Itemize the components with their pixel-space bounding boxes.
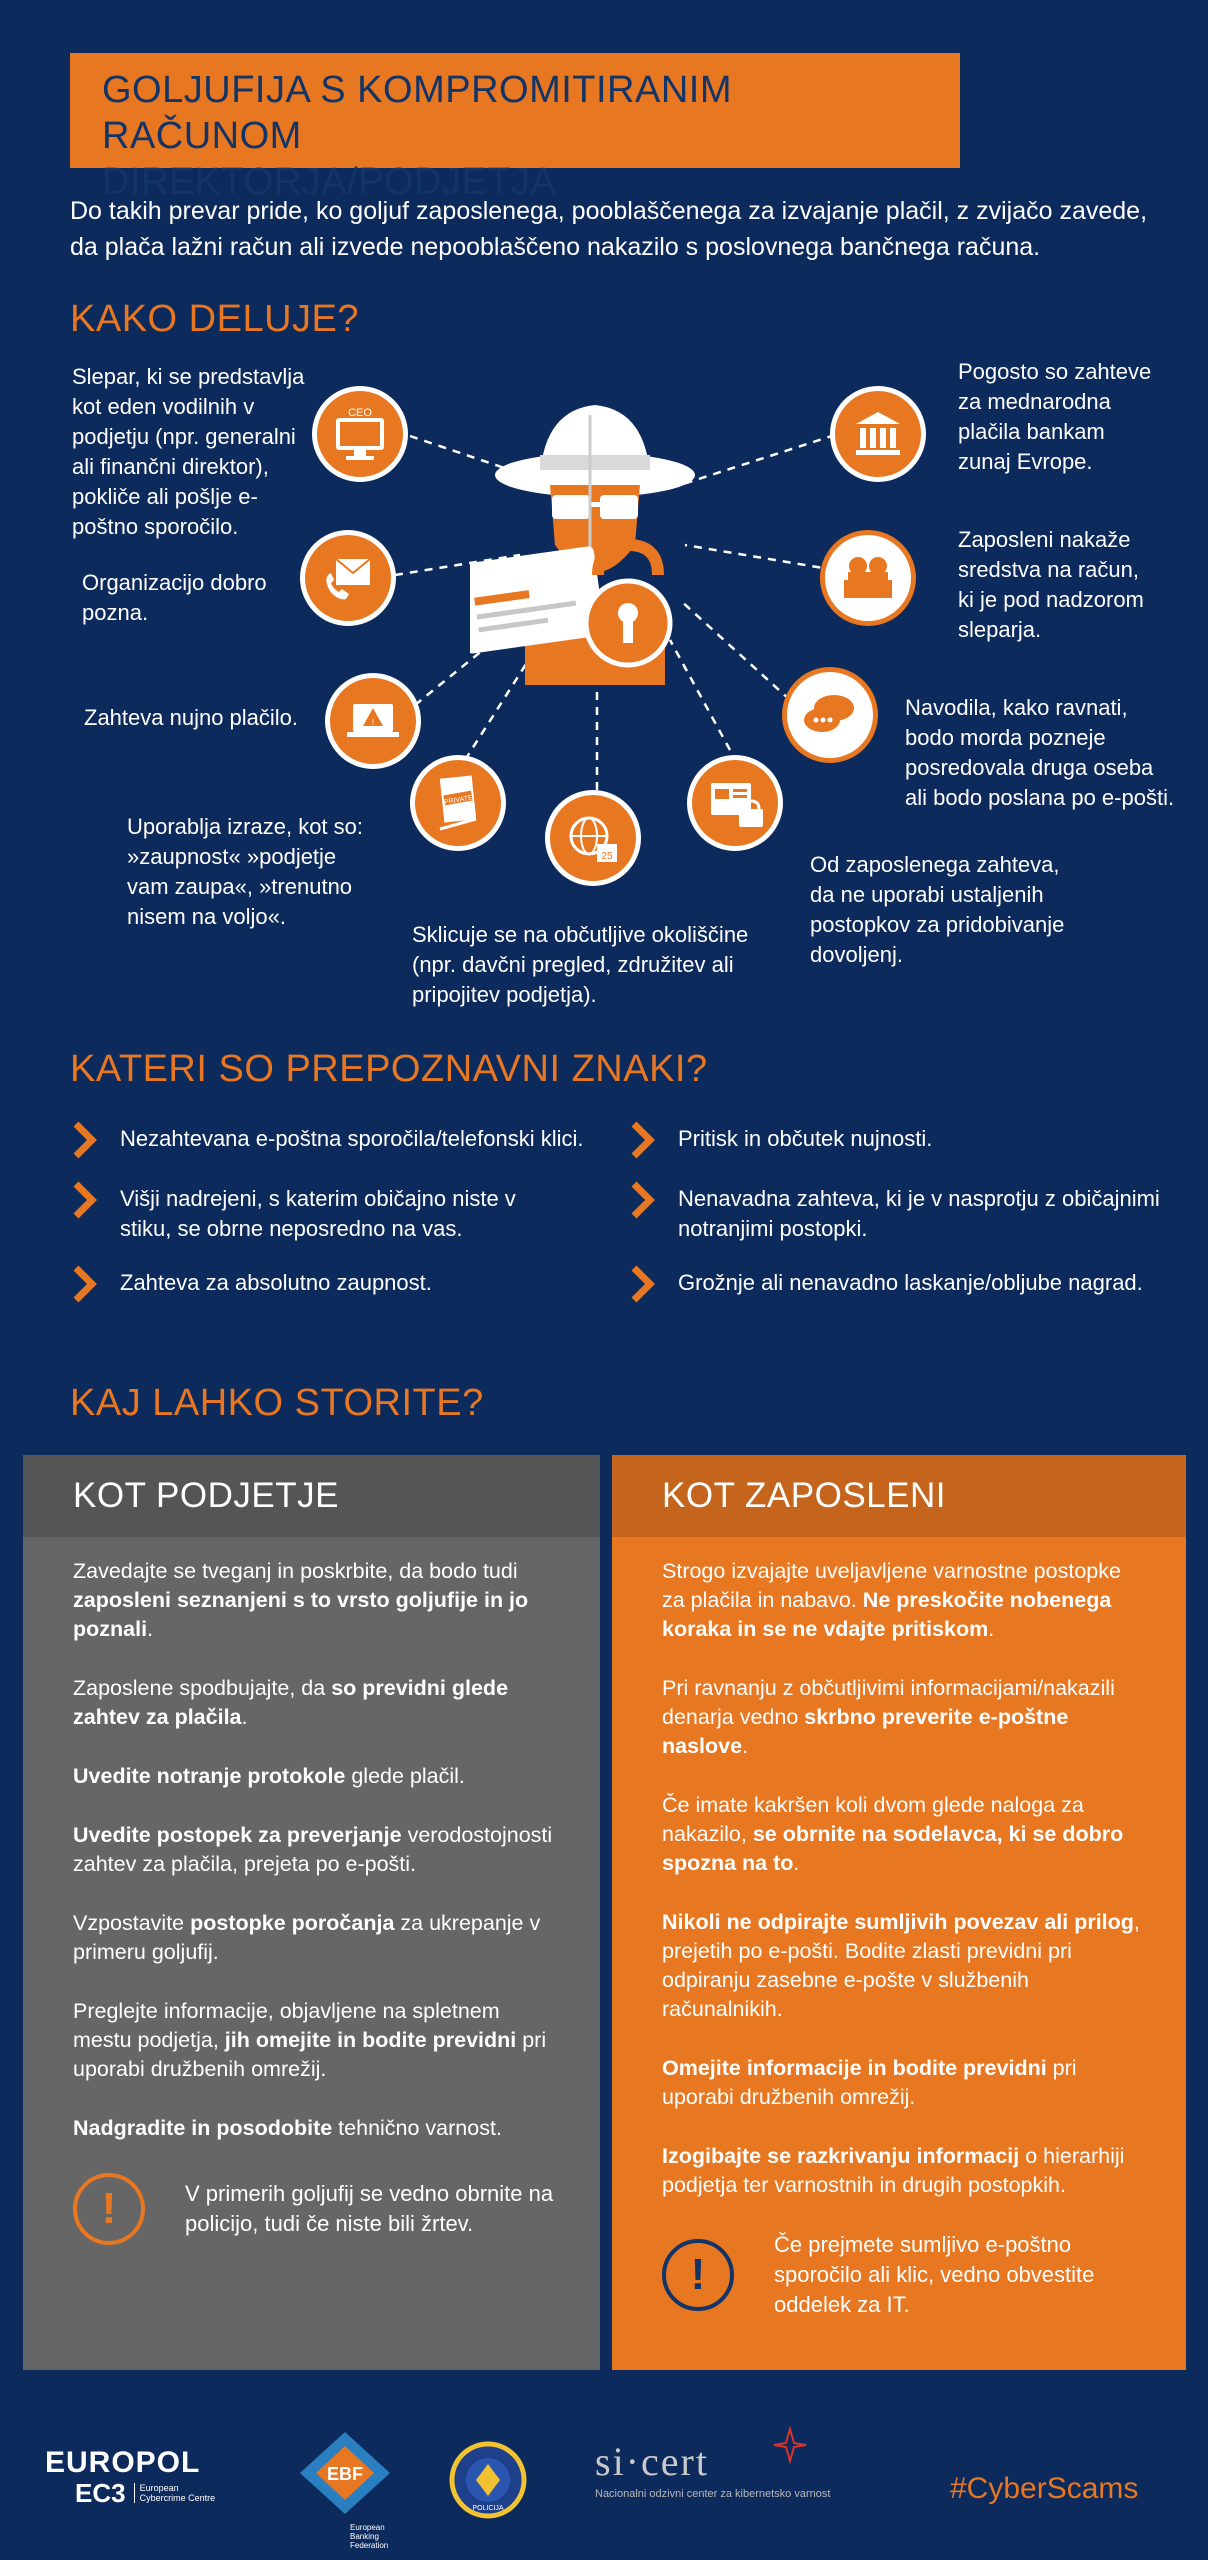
tip-item — [662, 2142, 1141, 2200]
sicert-star-icon — [770, 2425, 810, 2465]
tip-emphasis: Nadgradite in posodobite — [73, 2116, 333, 2140]
police-badge-icon — [448, 2440, 528, 2520]
chevron-right-icon — [628, 1120, 658, 1160]
employee-column — [612, 1455, 1186, 2370]
tip-text: o hierarhiji podjetja ter varnostnih in drugih postopkih. — [662, 2144, 1125, 2197]
tip-text: Če imate kakršen koli dvom glede naloga za nakazilo, — [662, 1793, 1084, 1846]
tip-text: Zavedajte se tveganj in poskrbite, da bodo tudi — [73, 1559, 518, 1583]
sign-item — [628, 1180, 1188, 1244]
chevron-right-icon — [70, 1264, 100, 1304]
tip-text: verodostojnosti zahtev za plačila, prejeta po e-pošti. — [73, 1823, 553, 1876]
sign-text: Pritisk in občutek nujnosti. — [678, 1126, 933, 1151]
police-badge-logo[interactable] — [448, 2440, 528, 2520]
hashtag-link[interactable]: #CyberScams — [950, 2472, 1139, 2505]
warning-text: V primerih goljufij se vedno obrnite na policijo, tudi če niste bili žrtev. — [185, 2181, 554, 2236]
what-heading: KAJ LAHKO STORITE? — [70, 1382, 484, 1424]
ebf-diamond-icon — [290, 2428, 400, 2518]
tip-text: pri uporabi družbenih omrežij. — [662, 2056, 1077, 2109]
tip-emphasis: Omejite informacije in bodite previdni — [662, 2056, 1047, 2080]
tip-text: pri uporabi družbenih omrežij. — [73, 2028, 547, 2081]
how-heading: KAKO DELUJE? — [70, 298, 359, 340]
tip-text: Preglejte informacije, objavljene na spletnem mestu podjetja, — [73, 1999, 500, 2052]
secure-browser-icon — [687, 755, 783, 851]
money-stack-icon — [820, 530, 916, 626]
tip-emphasis: jih omejite in bodite previdni — [224, 2028, 517, 2052]
chevron-right-icon — [70, 1120, 100, 1160]
footer — [0, 2400, 1208, 2560]
signs-heading: KATERI SO PREPOZNAVNI ZNAKI? — [70, 1048, 708, 1090]
how-right-4: Od zaposlenega zahteva, da ne uporabi ustaljenih postopkov za pridobivanje dovoljenj. — [810, 852, 1065, 967]
signs-left-list — [70, 1120, 590, 1304]
warning-note — [73, 2173, 555, 2245]
how-right-3: Navodila, kako ravnati, bodo morda pozneje posredovala druga oseba ali bodo poslana po e-pošti. — [905, 695, 1175, 810]
signs-right-list — [628, 1120, 1188, 1304]
sicert-subtitle: Nacionalni odzivni center za kibernetsko varnost — [595, 2488, 831, 2500]
calendar-label: 25 — [601, 851, 613, 862]
chevron-right-icon — [70, 1180, 100, 1220]
tip-item — [73, 1821, 555, 1879]
ceo-label: CEO — [348, 407, 372, 419]
tip-item — [73, 1557, 555, 1644]
tip-text: glede plačil. — [345, 1764, 465, 1788]
page-title-line1: GOLJUFIJA S KOMPROMITIRANIM RAČUNOM — [102, 69, 732, 157]
europol-logo[interactable] — [45, 2448, 220, 2506]
urgent-laptop-icon — [325, 673, 421, 769]
tip-item — [662, 2054, 1141, 2112]
tip-text: Strogo izvajajte uveljavljene varnostne postopke za plačila in nabavo. — [662, 1559, 1121, 1612]
tip-emphasis: Uvedite notranje protokole — [73, 1764, 346, 1788]
tip-text: . — [988, 1617, 995, 1641]
bank-icon — [830, 386, 926, 482]
warning-note — [662, 2230, 1141, 2320]
chevron-right-icon — [628, 1180, 658, 1220]
company-column — [23, 1455, 600, 2370]
ebf-logo[interactable] — [290, 2428, 400, 2550]
tip-emphasis: Ne preskočite nobenega koraka in se ne vdajte pritiskom — [662, 1588, 1112, 1641]
tip-emphasis: Izogibajte se razkrivanju informacij — [662, 2144, 1020, 2168]
tip-text: . — [241, 1705, 248, 1729]
sign-text: Grožnje ali nenavadno laskanje/obljube nagrad. — [678, 1270, 1143, 1295]
tip-item — [73, 1997, 555, 2084]
tip-text: Pri ravnanju z občutljivimi informacijami/nakazili denarja vedno — [662, 1676, 1115, 1729]
private-document-icon — [410, 755, 506, 851]
exclamation-icon: ! — [73, 2173, 145, 2245]
sign-item — [70, 1264, 590, 1304]
chat-bubbles-icon — [782, 667, 878, 763]
how-right-2: Zaposleni nakaže sredstva na račun, ki je pod nadzorom sleparja. — [958, 527, 1144, 642]
warning-text: Če prejmete sumljivo e-poštno sporočilo ali klic, vedno obvestite oddelek za IT. — [774, 2232, 1095, 2317]
tip-text: za ukrepanje v primeru goljufij. — [73, 1911, 541, 1964]
tip-emphasis: postopke poročanja — [190, 1911, 395, 1935]
company-tips — [23, 1537, 600, 2245]
sign-text: Nezahtevana e-poštna sporočila/telefonski klici. — [120, 1126, 584, 1151]
tip-item — [73, 1762, 555, 1791]
ebf-wordmark: EBF — [327, 2464, 363, 2484]
tip-item — [73, 1674, 555, 1732]
ebf-subtitle: European Banking Federation — [350, 2523, 389, 2550]
how-left-2: Organizacijo dobro pozna. — [82, 570, 267, 625]
tip-text: tehnično varnost. — [332, 2116, 502, 2140]
tip-emphasis: se obrnite na sodelavca, ki se dobro spozna na to — [662, 1822, 1124, 1875]
how-right-1: Pogosto so zahteve za mednarodna plačila bankam zunaj Evrope. — [958, 359, 1152, 474]
tip-item — [662, 1908, 1141, 2024]
sign-item — [628, 1120, 1188, 1160]
tip-emphasis: skrbno preverite e-poštne naslove — [662, 1705, 1069, 1758]
tip-text: . — [147, 1617, 154, 1641]
exclamation-icon: ! — [662, 2239, 734, 2311]
europol-wordmark: EUROPOL — [45, 2446, 201, 2479]
tip-item — [73, 1909, 555, 1967]
tip-emphasis: Uvedite postopek za preverjanje — [73, 1823, 402, 1847]
tip-item — [662, 1674, 1141, 1761]
tip-emphasis: Nikoli ne odpirajte sumljivih povezav ali prilog — [662, 1910, 1134, 1934]
tip-text: . — [742, 1734, 749, 1758]
how-left-3: Zahteva nujno plačilo. — [84, 705, 299, 730]
tip-text: Zaposlene spodbujajte, da — [73, 1676, 332, 1700]
sign-item — [70, 1180, 590, 1244]
sign-text: Zahteva za absolutno zaupnost. — [120, 1270, 432, 1295]
tip-item — [662, 1791, 1141, 1878]
tip-text: , prejetih po e-pošti. Bodite zlasti previdni pri odpiranju zasebne e-pošte v službenih računalnikih. — [662, 1910, 1140, 2021]
sign-item — [628, 1264, 1188, 1304]
employee-tips — [612, 1537, 1186, 2320]
sign-text: Višji nadrejeni, s katerim običajno niste v stiku, se obrne neposredno na vas. — [120, 1186, 516, 1241]
sign-text: Nenavadna zahteva, ki je v nasprotju z običajnimi notranjimi postopki. — [678, 1186, 1160, 1241]
page-title-line2: DIREKTORJA/PODJETJA — [102, 161, 557, 203]
sicert-wordmark: si·cert — [595, 2439, 709, 2484]
globe-calendar-icon — [545, 790, 641, 886]
hacker-illustration — [470, 385, 720, 685]
ec3-wordmark: EC3 — [75, 2478, 126, 2508]
how-left-1: Slepar, ki se predstavlja kot eden vodilnih v podjetju (npr. generalni ali finančni direktor), pokliče ali pošlje e-poštno sporočilo. — [72, 364, 305, 539]
phone-email-icon — [300, 530, 396, 626]
tip-item — [73, 2114, 555, 2143]
tip-text: . — [793, 1851, 800, 1875]
private-label: PRIVATE — [443, 794, 474, 807]
chevron-right-icon — [628, 1264, 658, 1304]
how-bottom: Sklicuje se na občutljive okoliščine (npr. davčni pregled, združitev ali pripojitev podjetja). — [412, 922, 749, 1007]
employee-column-title: KOT ZAPOSLENI — [612, 1455, 1186, 1537]
tip-emphasis: so previdni glede zahtev za plačila — [73, 1676, 509, 1729]
how-left-4: Uporablja izraze, kot so: »zaupnost« »podjetje vam zaupa«, »trenutno nisem na voljo«. — [127, 814, 363, 929]
ceo-computer-icon — [312, 386, 408, 482]
company-column-title: KOT PODJETJE — [23, 1455, 600, 1537]
tip-text: Vzpostavite — [73, 1911, 191, 1935]
ec3-subtitle: European Cybercrime Centre — [134, 2483, 220, 2503]
intro-text: Do takih prevar pride, ko goljuf zaposlenega, pooblaščenega za izvajanje plačil, z zvijačo zavede, da plača lažni račun ali izvede nepooblaščeno nakazilo s poslovnega bančnega računa. — [70, 197, 1148, 261]
sign-item — [70, 1120, 590, 1160]
svg-text:!: ! — [371, 718, 375, 727]
tip-emphasis: zaposleni seznanjeni s to vrsto goljufije in jo poznali — [73, 1588, 529, 1641]
police-label: POLICIJA — [472, 2505, 504, 2512]
tip-item — [662, 1557, 1141, 1644]
